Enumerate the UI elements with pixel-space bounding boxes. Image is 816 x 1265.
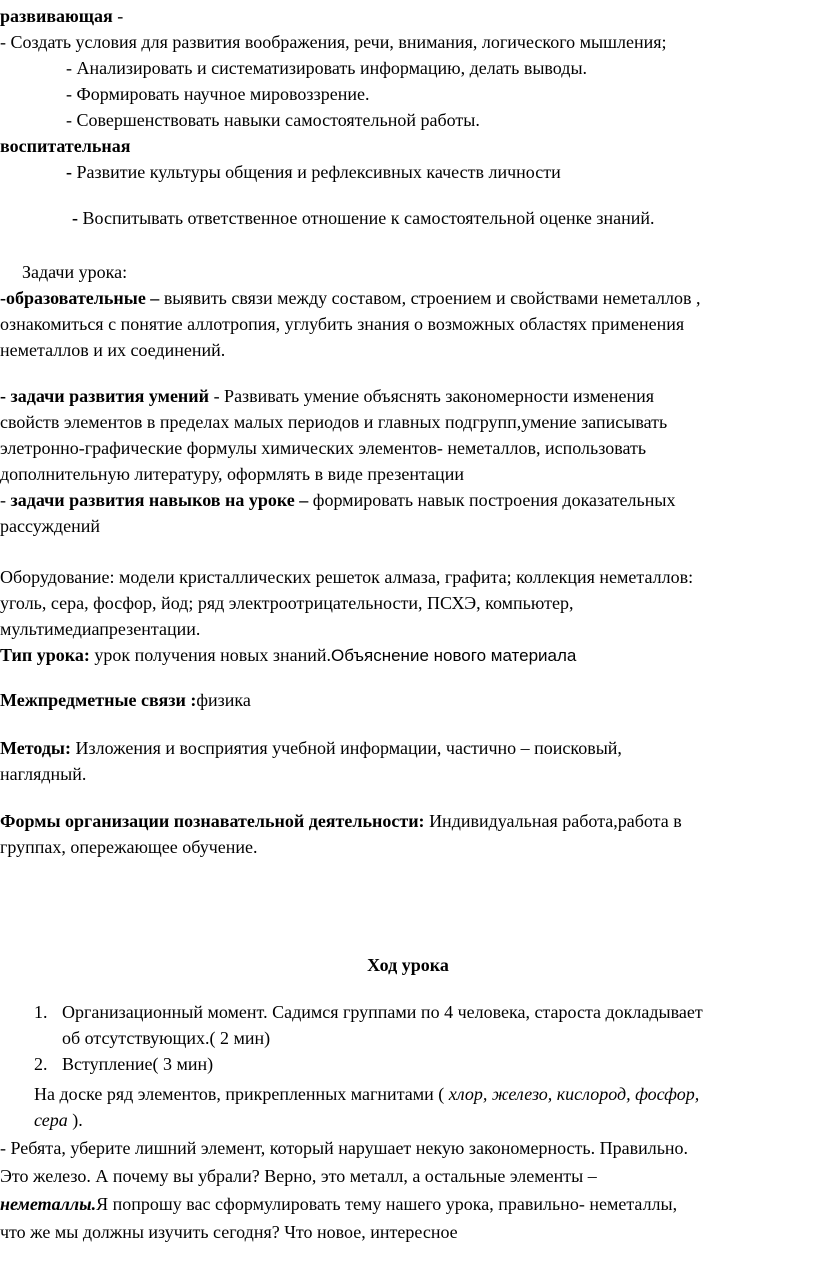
educational-item2-text: Воспитывать ответственное отношение к самостоятельной оценке знаний. (82, 208, 655, 228)
para-line3-text: Я попрошу вас сформулировать тему нашего урока, правильно- неметаллы, (96, 1194, 678, 1214)
tasks-habits-label: задачи развития навыков на уроке – (10, 490, 309, 510)
developing-heading-suffix: - (112, 6, 124, 26)
links-line (0, 689, 251, 711)
tasks-skills-line1 (0, 385, 654, 407)
educational-item2-dash: - (72, 208, 83, 228)
tasks-habits-line1 (0, 489, 675, 511)
tasks-skills-line4: дополнительную литературу, оформлять в виде презентации (0, 464, 464, 484)
tasks-educational-line3: неметаллов и их соединений. (0, 340, 226, 360)
course-item1-line2: об отсутствующих.( 2 мин) (62, 1028, 271, 1048)
forms-line1 (0, 810, 682, 832)
educational-item1 (66, 161, 561, 183)
methods-text1: Изложения и восприятия учебной информации, частично – поисковый, (70, 738, 622, 758)
para-line1: - Ребята, уберите лишний элемент, который нарушает некую закономерность. Правильно. (0, 1138, 689, 1158)
tasks-habits-text1: формировать навык построения доказательных (308, 490, 676, 510)
course-item2-line1: Вступление( 3 мин) (62, 1054, 214, 1074)
course-title: Ход урока (367, 955, 449, 975)
links-text: физика (196, 690, 251, 710)
methods-line2: наглядный. (0, 764, 87, 784)
lesson-type-label: Тип урока: (0, 645, 90, 665)
board-line1 (34, 1083, 699, 1105)
lesson-type-text-2: Объяснение нового материала (330, 646, 577, 665)
tasks-educational-text1: выявить связи между составом, строением и свойствами неметаллов , (159, 288, 701, 308)
para-line4: что же мы должны изучить сегодня? Что новое, интересное (0, 1222, 458, 1242)
tasks-skills-line2: свойств элементов в пределах малых периодов и главных подгрупп,умение записывать (0, 412, 668, 432)
board-close: ). (67, 1110, 83, 1130)
developing-item3: - Совершенствовать навыки самостоятельной работы. (66, 110, 480, 130)
board-elements: хлор, железо, кислород, фосфор, (448, 1084, 700, 1104)
course-item1-line1: Организационный момент. Садимся группами по 4 человека, староста докладывает (62, 1002, 703, 1022)
developing-heading-line (0, 5, 123, 27)
course-item1-num: 1. (34, 1002, 48, 1022)
para-line3 (0, 1193, 677, 1215)
tasks-skills-text1: - Развивать умение объяснять закономерности изменения (209, 386, 655, 406)
para-line2: Это железо. А почему вы убрали? Верно, это металл, а остальные элементы – (0, 1166, 597, 1186)
developing-line1: - Создать условия для развития воображения, речи, внимания, логического мышления; (0, 32, 667, 52)
developing-item1: - Анализировать и систематизировать информацию, делать выводы. (66, 58, 588, 78)
board-line2 (34, 1109, 83, 1131)
educational-heading: воспитательная (0, 136, 131, 156)
educational-item1-text: Развитие культуры общения и рефлексивных качеств личности (76, 162, 561, 182)
methods-label: Методы: (0, 738, 71, 758)
tasks-educational-line1 (0, 287, 700, 309)
nonmetals-word: неметаллы. (0, 1194, 97, 1214)
developing-heading: развивающая (0, 6, 113, 26)
tasks-title: Задачи урока: (22, 262, 128, 282)
methods-line1 (0, 737, 622, 759)
tasks-skills-label: - задачи развития умений (0, 386, 210, 406)
lesson-type-line (0, 644, 576, 667)
equipment-line1: Оборудование: модели кристаллических решеток алмаза, графита; коллекция неметаллов: (0, 567, 694, 587)
developing-item2: - Формировать научное мировоззрение. (66, 84, 370, 104)
lesson-type-text: урок получения новых знаний. (89, 645, 331, 665)
board-elements-2: сера (34, 1110, 68, 1130)
forms-text1: Индивидуальная работа,работа в (424, 811, 682, 831)
board-text: На доске ряд элементов, прикрепленных магнитами ( (34, 1084, 449, 1104)
tasks-habits-line2: рассуждений (0, 516, 100, 536)
forms-label: Формы организации познавательной деятельности: (0, 811, 425, 831)
forms-line2: группах, опережающее обучение. (0, 837, 258, 857)
tasks-educational-label: -образовательные – (0, 288, 160, 308)
course-item2-num: 2. (34, 1054, 48, 1074)
tasks-habits-dash: - (0, 490, 11, 510)
equipment-line2: уголь, сера, фосфор, йод; ряд электроотрицательности, ПСХЭ, компьютер, (0, 593, 574, 613)
equipment-line3: мультимедиапрезентации. (0, 619, 201, 639)
educational-item1-dash: - (66, 162, 77, 182)
links-label: Межпредметные связи : (0, 690, 197, 710)
tasks-skills-line3: элетронно-графические формулы химических элементов- неметаллов, использовать (0, 438, 647, 458)
tasks-educational-line2: ознакомиться с понятие аллотропия, углубить знания о возможных областях применения (0, 314, 685, 334)
educational-item2 (72, 207, 655, 229)
